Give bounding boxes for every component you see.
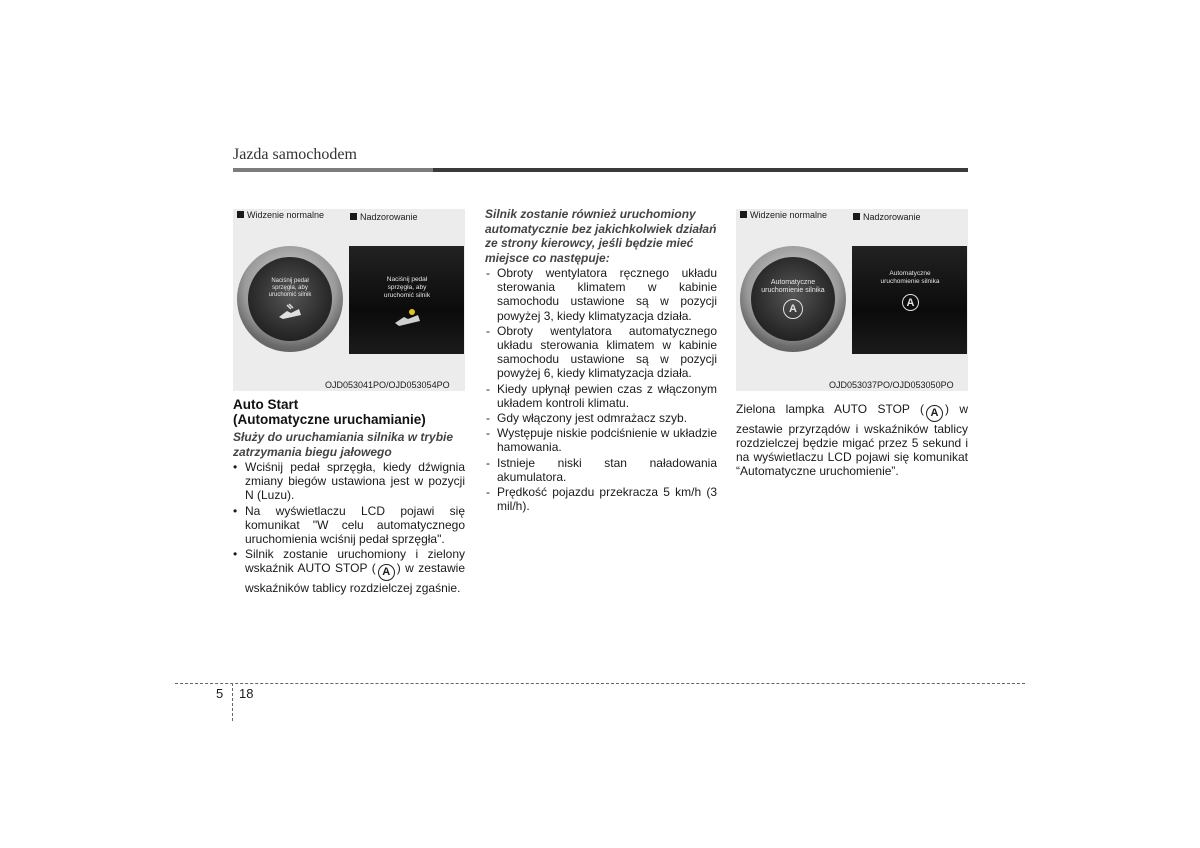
square-marker-icon xyxy=(350,213,357,220)
conditions-intro: Silnik zostanie również uruchomiony automatycznie bez jakichkolwiek działań ze strony kierowcy, jeśli będzie mieć miejsce co następuje: xyxy=(485,207,717,265)
list-item: - Występuje niskie podciśnienie w układzie hamowania. xyxy=(485,426,717,454)
column-2 xyxy=(485,207,717,514)
section-heading: Auto Start (Automatyczne uruchamianie) xyxy=(233,397,426,427)
clutch-pedal-icon xyxy=(392,308,422,328)
square-marker-icon xyxy=(853,213,860,220)
auto-stop-icon: A xyxy=(378,564,395,581)
footer-divider xyxy=(232,683,233,721)
figure-label-normal: Widzenie normalne xyxy=(740,210,827,220)
list-item: - Obroty wentylatora ręcznego układu sterowania klimatem w kabinie samochodu ustawione są w pozycji powyżej 3, kiedy klimatyzacja działa. xyxy=(485,266,717,323)
figure-code: OJD053037PO/OJD053050PO xyxy=(829,380,954,390)
figure-code: OJD053041PO/OJD053054PO xyxy=(325,380,450,390)
instrument-gauge xyxy=(740,246,846,352)
figure-label-normal: Widzenie normalne xyxy=(237,210,324,220)
figure-right xyxy=(736,209,968,391)
column-1 xyxy=(233,397,465,596)
clutch-pedal-icon xyxy=(277,303,303,321)
figure-label-supervision: Nadzorowanie xyxy=(853,212,921,222)
square-marker-icon xyxy=(237,211,244,218)
list-item: - Prędkość pojazdu przekracza 5 km/h (3 mil/h). xyxy=(485,485,717,513)
conditions-list xyxy=(485,266,717,513)
auto-stop-icon: A xyxy=(783,299,803,319)
list-item: • Silnik zostanie uruchomiony i zielony wskaźnik AUTO STOP ( A ) w zestawie wskaźników tablicy rozdzielczej zgaśnie. xyxy=(233,547,465,595)
supervision-display xyxy=(852,246,967,354)
display-message: Naciśnij pedał sprzęgła, aby uruchomić silnik xyxy=(383,276,431,299)
list-item: • Wciśnij pedał sprzęgła, kiedy dźwignia zmiany biegów ustawiona jest w pozycji N (Luzu). xyxy=(233,460,465,503)
instrument-gauge xyxy=(237,246,343,352)
list-item: - Obroty wentylatora automatycznego układu sterowania klimatem w kabinie samochodu ustawione są w pozycji powyżej 6, kiedy klimatyzacja działa. xyxy=(485,324,717,381)
column-3: Zielona lampka AUTO STOP ( A ) w zestawie przyrządów i wskaźników tablicy rozdzielczej będzie migać przez 5 sekund i na wyświetlaczu LCD pojawi się komunikat “Automatyczne uruchomienie”. xyxy=(736,402,968,479)
list-item: • Na wyświetlaczu LCD pojawi się komunikat "W celu automatycznego uruchomienia wciśnij pedał sprzęgła". xyxy=(233,504,465,547)
display-message: Automatyczne uruchomienie silnika xyxy=(880,270,940,285)
chapter-number: 5 xyxy=(216,686,224,701)
list-item: - Gdy włączony jest odmrażacz szyb. xyxy=(485,411,717,425)
gauge-display xyxy=(751,257,835,341)
list-item: - Kiedy upłynął pewien czas z włączonym układem kontroli klimatu. xyxy=(485,382,717,410)
gauge-display xyxy=(248,257,332,341)
section-subheading: Służy do uruchamiania silnika w trybie zatrzymania biegu jałowego xyxy=(233,430,454,459)
figure-label-supervision: Nadzorowanie xyxy=(350,212,418,222)
figure-left xyxy=(233,209,465,391)
square-marker-icon xyxy=(740,211,747,218)
gauge-message: Naciśnij pedał sprzęgła, aby uruchomić silnik xyxy=(268,277,312,298)
section-title: Jazda samochodem xyxy=(233,146,357,163)
auto-stop-icon: A xyxy=(926,405,943,422)
auto-stop-icon: A xyxy=(902,294,919,311)
gauge-message: Automatyczne uruchomienie silnika xyxy=(761,279,825,294)
list-item: - Istnieje niski stan naładowania akumulatora. xyxy=(485,456,717,484)
footer-rule xyxy=(175,683,1025,684)
page-number: 18 xyxy=(239,686,254,701)
header-rule-accent xyxy=(233,168,433,172)
instruction-list xyxy=(233,460,465,595)
supervision-display xyxy=(349,246,464,354)
